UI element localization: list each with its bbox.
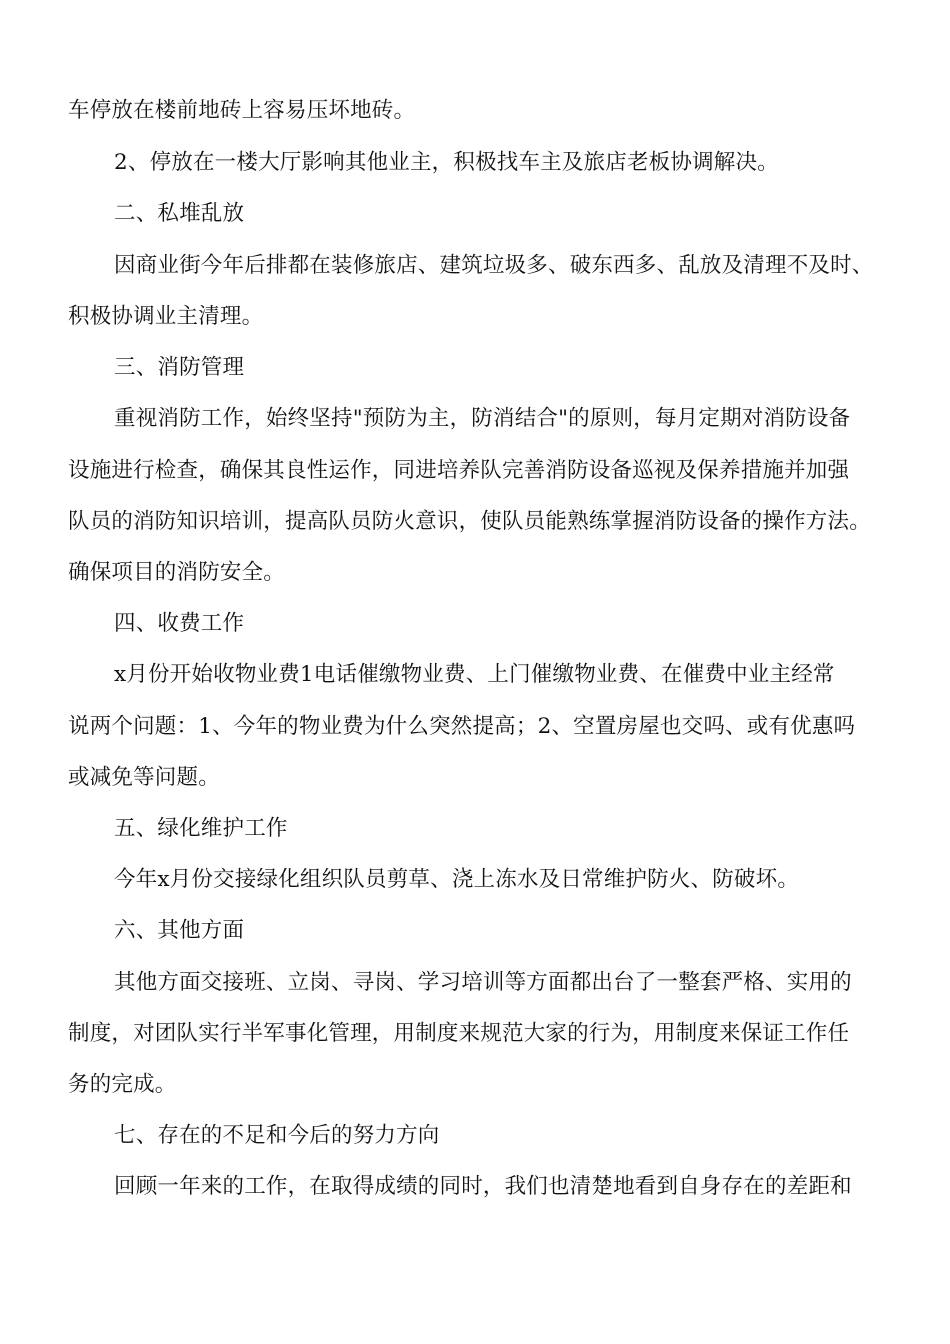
section-heading: 五、绿化维护工作 [114,816,288,841]
section-heading: 七、存在的不足和今后的努力方向 [114,1123,440,1148]
text-line: 确保项目的消防安全。 [68,560,286,585]
text-line: 积极协调业主清理。 [68,304,264,329]
text-line: 因商业街今年后排都在装修旅店、建筑垃圾多、破东西多、乱放及清理不及时、 [114,253,874,278]
section-heading: 二、私堆乱放 [114,201,245,226]
section-heading: 六、其他方面 [114,918,245,943]
text-line: 队员的消防知识培训，提高队员防火意识，使队员能熟练掌握消防设备的操作方法。 [68,509,871,534]
section-heading: 四、收费工作 [114,611,245,636]
text-line: 制度，对团队实行半军事化管理，用制度来规范大家的行为，用制度来保证工作任 [68,1021,850,1046]
text-line: 车停放在楼前地砖上容易压坏地砖。 [68,98,416,123]
text-line: 其他方面交接班、立岗、寻岗、学习培训等方面都出台了一整套严格、实用的 [114,970,852,995]
section-heading: 三、消防管理 [114,355,245,380]
text-line: 务的完成。 [68,1072,177,1097]
text-line: 或减免等问题。 [68,765,220,790]
text-line: 今年x月份交接绿化组织队员剪草、浇上冻水及日常维护防火、防破坏。 [114,867,800,892]
text-line: 设施进行检查，确保其良性运作，同进培养队完善消防设备巡视及保养措施并加强 [68,458,850,483]
text-line: 回顾一年来的工作，在取得成绩的同时，我们也清楚地看到自身存在的差距和 [114,1174,852,1199]
text-line: 重视消防工作，始终坚持"预防为主，防消结合"的原则，每月定期对消防设备 [114,406,851,431]
text-line: 2、停放在一楼大厅影响其他业主，积极找车主及旅店老板协调解决。 [114,150,779,175]
text-line: x月份开始收物业费1电话催缴物业费、上门催缴物业费、在催费中业主经常 [114,662,835,687]
text-line: 说两个问题：1、今年的物业费为什么突然提高；2、空置房屋也交吗、或有优惠吗 [68,714,856,739]
